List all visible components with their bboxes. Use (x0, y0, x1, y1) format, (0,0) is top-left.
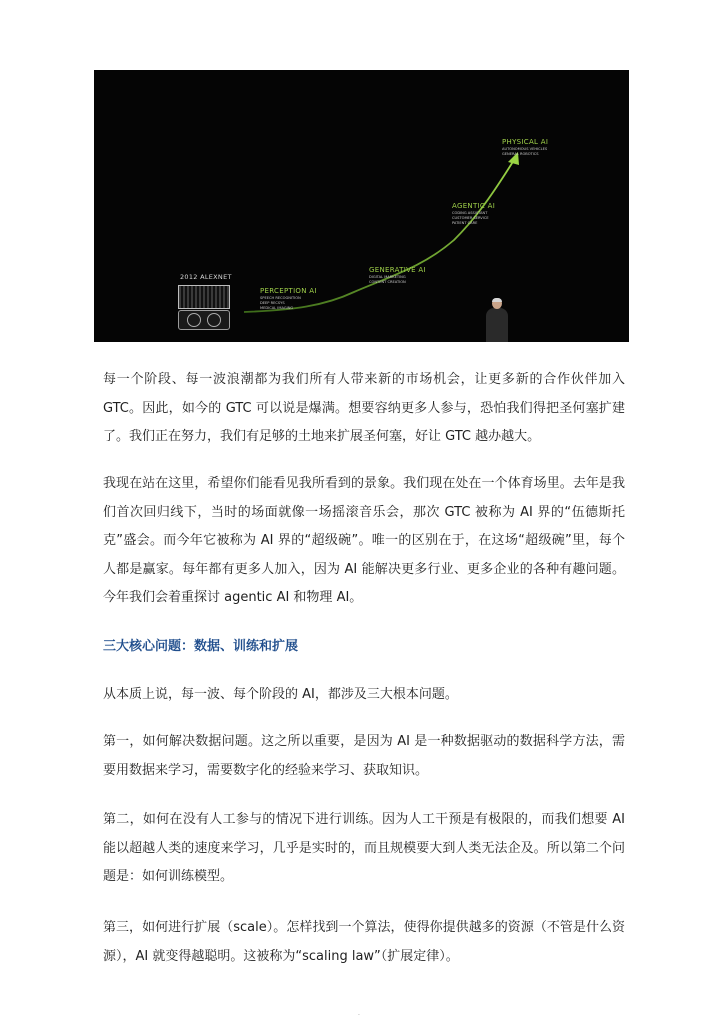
stage-items-generative: DIGITAL MARKETING CONTENT CREATION (369, 275, 406, 284)
paragraph-4: 第一，如何解决数据问题。这之所以重要，是因为 AI 是一种数据驱动的数据科学方法，需要用数据来学习，需要数字化的经验来学习、获取知识。 (103, 734, 625, 778)
paragraph-3: 从本质上说，每一波、每个阶段的 AI，都涉及三大根本问题。 (103, 687, 458, 702)
speaker-figure (484, 298, 510, 342)
section-heading: 三大核心问题：数据、训练和扩展 (103, 639, 299, 654)
stage-title-perception: PERCEPTION AI (260, 287, 317, 295)
milestone-label: 2012 ALEXNET (180, 273, 232, 281)
gpu-card-image (178, 285, 230, 309)
paragraph-2: 我现在站在这里，希望你们能看见我所看到的景象。我们现在处在一个体育场里。去年是我们首次回归线下，当时的场面就像一场摇滚音乐会，那次 GTC 被称为 AI 界的“伍德斯托克”盛会。而今年它被称为 AI 界的“超级碗”。唯一的区别在于，在这场“超级碗”里，每个人都是赢家。每年都有更多人加入，因为 AI 能解决更多行业、更多企业的各种有趣问题。今年我们会着重探讨 agentic AI 和物理 AI。 (103, 476, 625, 605)
stage-items-perception: SPEECH RECOGNITION DEEP RECSYS MEDICAL IMAGING (260, 296, 301, 310)
page-footer-mark: - (358, 1012, 360, 1018)
paragraph-5: 第二，如何在没有人工参与的情况下进行训练。因为人工干预是有极限的，而我们想要 AI 能以超越人类的速度来学习，几乎是实时的，而且规模要大到人类无法企及。所以第二个问题是：如何训练模型。 (103, 812, 625, 884)
stage-items-agentic: CODING ASSISTANT CUSTOMER SERVICE PATIENT CARE (452, 211, 489, 225)
stage-items-physical: AUTONOMOUS VEHICLES GENERAL ROBOTICS (502, 147, 548, 156)
paragraph-6: 第三，如何进行扩展（scale）。怎样找到一个算法，使得你提供越多的资源（不管是什么资源），AI 就变得越聪明。这被称为“scaling law”（扩展定律）。 (103, 920, 625, 964)
keynote-slide-image (94, 70, 629, 342)
gpu-card-image-2 (178, 310, 230, 330)
stage-title-generative: GENERATIVE AI (369, 266, 426, 274)
paragraph-1: 每一个阶段、每一波浪潮都为我们所有人带来新的市场机会，让更多新的合作伙伴加入 GTC。因此，如今的 GTC 可以说是爆满。想要容纳更多人参与，恐怕我们得把圣何塞扩建了。我们正在努力，我们有足够的土地来扩展圣何塞，好让 GTC 越办越大。 (103, 372, 625, 444)
stage-title-physical: PHYSICAL AI (502, 138, 549, 146)
stage-title-agentic: AGENTIC AI (452, 202, 496, 210)
growth-curve-graphic (94, 70, 629, 342)
